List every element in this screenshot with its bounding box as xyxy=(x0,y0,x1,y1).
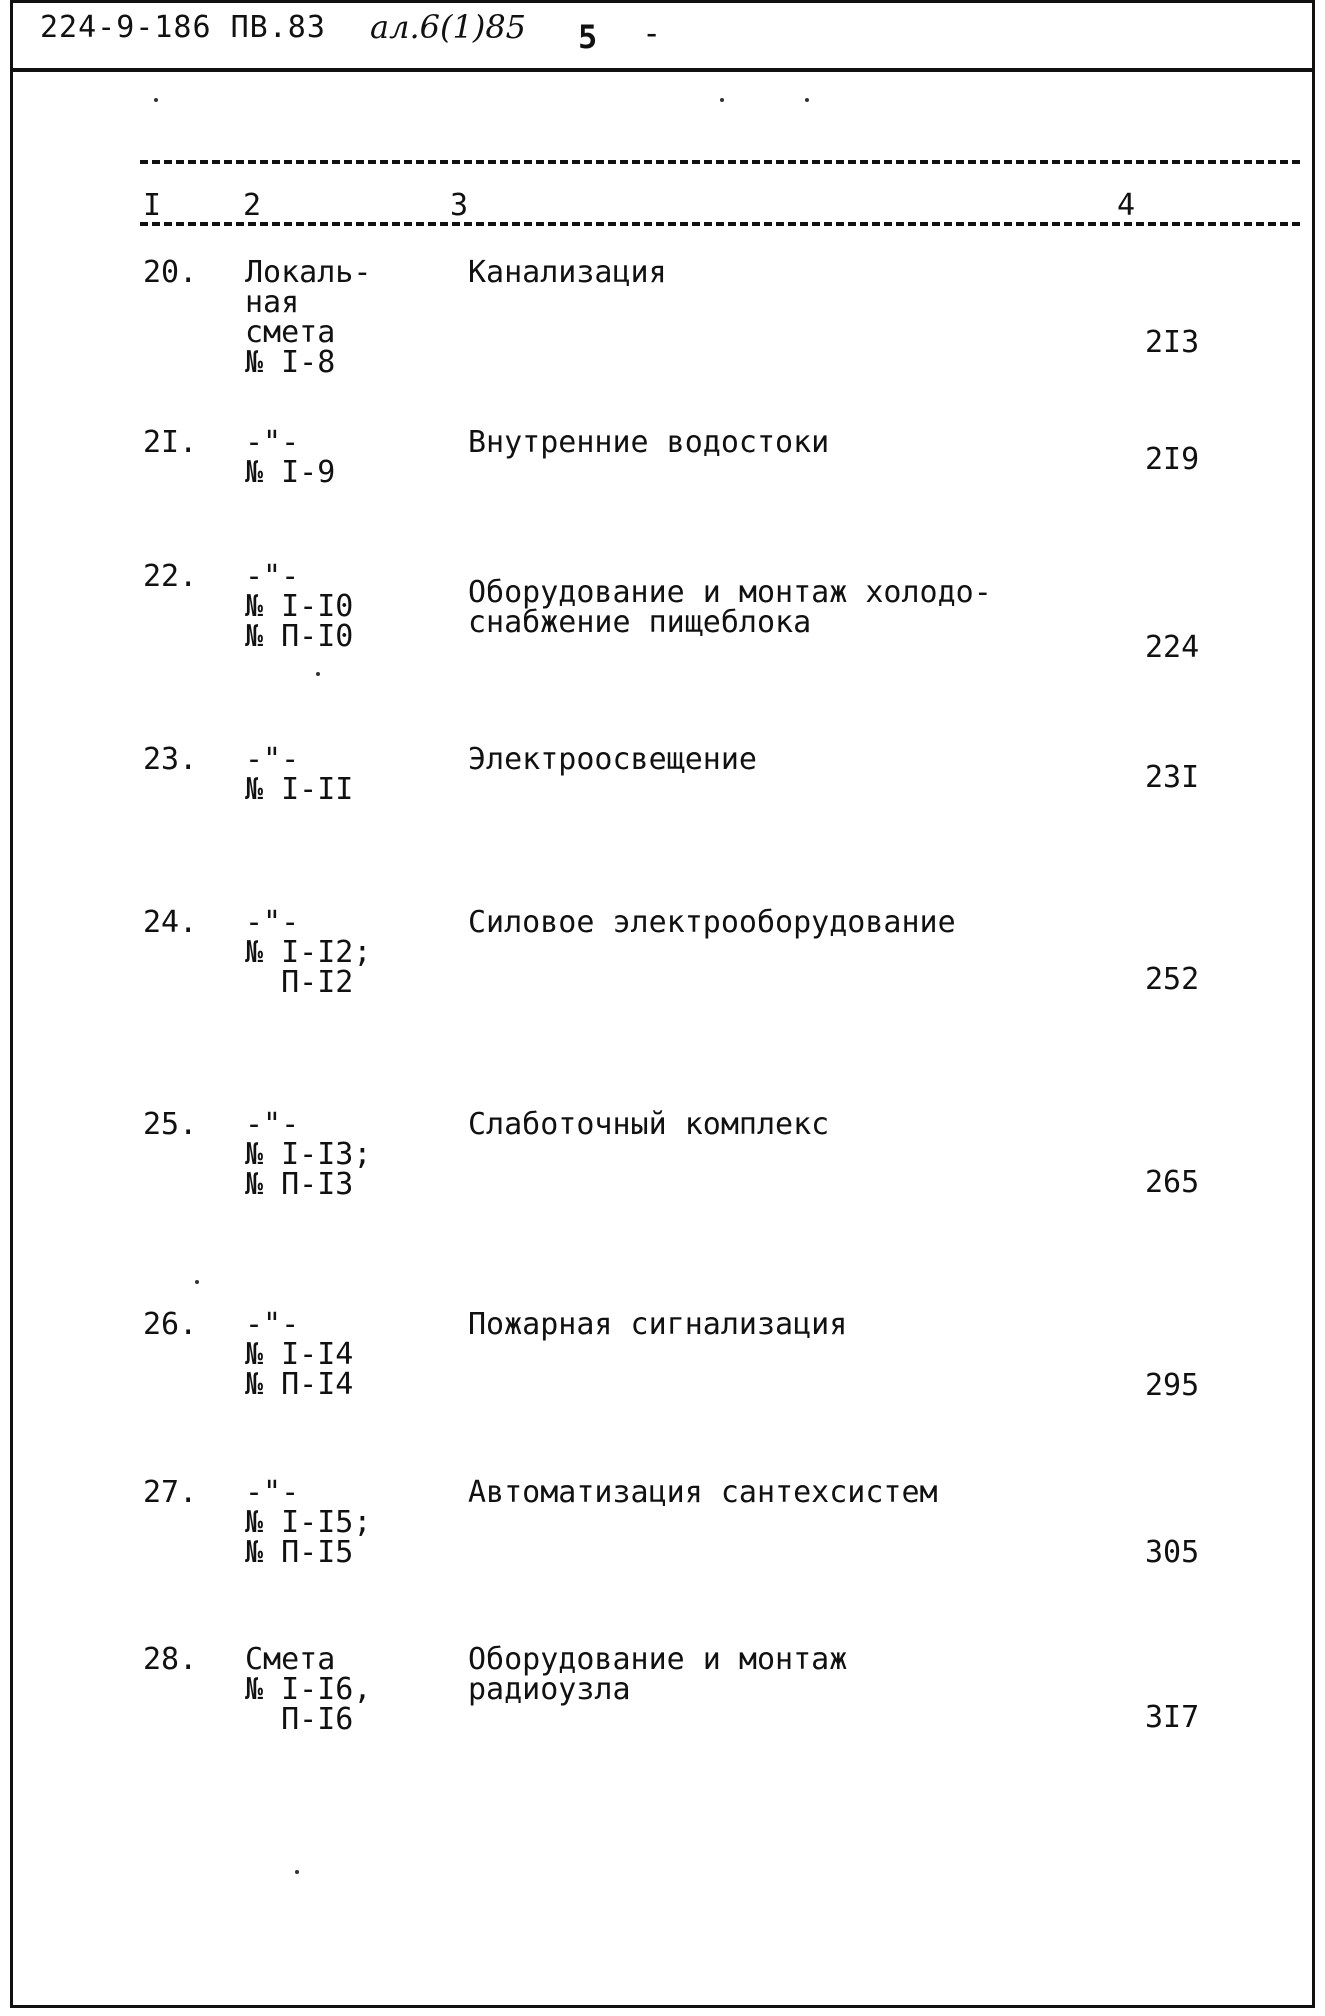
handwritten-annotation: ал.6(1)85 xyxy=(370,8,527,46)
column-4-header: 4 xyxy=(1117,188,1136,223)
scan-speck xyxy=(720,98,724,102)
page-reference: 2I3 xyxy=(1145,325,1200,360)
scan-speck xyxy=(805,98,809,102)
estimate-reference: Локаль- ная смета № I-8 xyxy=(245,255,372,380)
section-title: Внутренние водостоки xyxy=(468,425,830,460)
column-1-header: I xyxy=(143,188,162,223)
column-3-header: 3 xyxy=(450,188,469,223)
estimate-reference: -"- № I-I0 № П-I0 xyxy=(245,559,354,654)
estimate-reference: -"- № I-9 xyxy=(245,425,336,490)
section-title: Канализация xyxy=(468,255,667,290)
section-title: Пожарная сигнализация xyxy=(468,1307,848,1342)
scan-speck xyxy=(154,98,158,102)
page-reference: 2I9 xyxy=(1145,442,1200,477)
page-reference: 252 xyxy=(1145,962,1200,997)
document-code: 224-9-186 ПВ.83 xyxy=(40,10,326,45)
scan-speck xyxy=(295,1870,299,1874)
estimate-reference: -"- № I-I3; № П-I3 xyxy=(245,1107,372,1202)
estimate-reference: -"- № I-I2; П-I2 xyxy=(245,905,372,1000)
row-number: 2I. xyxy=(143,425,198,460)
section-title: Автоматизация сантехсистем xyxy=(468,1475,938,1510)
row-number: 28. xyxy=(143,1642,198,1677)
section-title: Электроосвещение xyxy=(468,742,757,777)
row-number: 22. xyxy=(143,559,198,594)
section-title: Оборудование и монтаж холодо- снабжение пищеблока xyxy=(468,575,992,640)
page-reference: 23I xyxy=(1145,760,1200,795)
row-number: 24. xyxy=(143,905,198,940)
section-title: Оборудование и монтаж радиоузла xyxy=(468,1642,848,1707)
page-reference: 3I7 xyxy=(1145,1700,1200,1735)
document-header xyxy=(10,0,1315,72)
table-top-rule xyxy=(140,160,1300,164)
page-reference: 265 xyxy=(1145,1165,1200,1200)
section-title: Силовое электрооборудование xyxy=(468,905,956,940)
header-dash: - xyxy=(642,14,662,52)
row-number: 25. xyxy=(143,1107,198,1142)
scan-speck xyxy=(195,1280,199,1284)
row-number: 27. xyxy=(143,1475,198,1510)
row-number: 26. xyxy=(143,1307,198,1342)
page-reference: 295 xyxy=(1145,1368,1200,1403)
page-frame xyxy=(10,0,1315,2008)
page-reference: 305 xyxy=(1145,1535,1200,1570)
row-number: 23. xyxy=(143,742,198,777)
estimate-reference: Смета № I-I6, П-I6 xyxy=(245,1642,372,1737)
column-header-rule xyxy=(140,222,1300,226)
estimate-reference: -"- № I-I4 № П-I4 xyxy=(245,1307,354,1402)
page-number: 5 xyxy=(578,18,598,56)
row-number: 20. xyxy=(143,255,198,290)
column-2-header: 2 xyxy=(243,188,262,223)
page-reference: 224 xyxy=(1145,630,1200,665)
scan-speck xyxy=(316,672,320,676)
estimate-reference: -"- № I-II xyxy=(245,742,354,807)
estimate-reference: -"- № I-I5; № П-I5 xyxy=(245,1475,372,1570)
section-title: Слаботочный комплекс xyxy=(468,1107,830,1142)
